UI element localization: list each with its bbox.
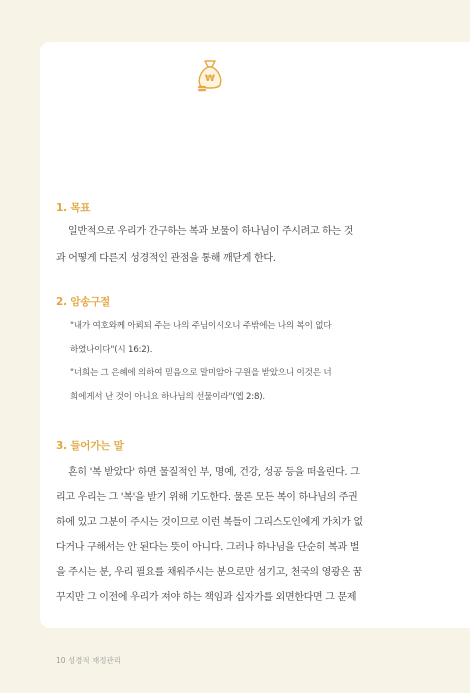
intro-line: 을 주시는 분, 우리 필요를 채워주시는 분으로만 섬기고, 천국의 영광은 꿈 [56, 567, 362, 578]
verse-line: "너희는 그 은혜에 의하여 믿음으로 말미암아 구원을 받았으니 이것은 너 [70, 368, 332, 378]
money-bag-won-icon [196, 58, 224, 92]
intro-line: 하에 있고 그분이 주시는 것이므로 이런 복들이 그리스도인에게 가치가 없 [56, 517, 363, 528]
section-heading-memorize: 2. 암송구절 [56, 296, 111, 308]
section-heading-intro: 3. 들어가는 말 [56, 440, 124, 452]
svg-text:₩: ₩ [205, 74, 215, 84]
section-heading-goal: 1. 목표 [56, 202, 91, 214]
intro-line: 흔히 '복 받았다' 하면 물질적인 부, 명예, 건강, 성공 등을 떠올린다. 그 [68, 467, 360, 478]
verse-line: 하였나이다"(시 16:2). [70, 345, 153, 355]
verse-line: "내가 여호와께 아뢰되 주는 나의 주님이시오니 주밖에는 나의 복이 없다 [70, 321, 332, 331]
goal-line: 일반적으로 우리가 간구하는 복과 보물이 하나님이 주시려고 하는 것 [68, 226, 354, 237]
intro-line: 꾸지만 그 이전에 우리가 져야 하는 책임과 십자가를 외면한다면 그 문제 [56, 592, 357, 603]
intro-line: 다거나 구해서는 안 된다는 뜻이 아니다. 그러나 하나님을 단순히 복과 벌 [56, 542, 360, 553]
goal-line: 과 어떻게 다른지 성경적인 관점을 통해 깨닫게 한다. [56, 253, 276, 264]
page-footer: 10 성경적 재정관리 [56, 656, 122, 665]
intro-line: 리고 우리는 그 '복'을 받기 위해 기도한다. 물론 모든 복이 하나님의 주권 [56, 492, 358, 503]
verse-line: 희에게서 난 것이 아니요 하나님의 선물이라"(엡 2:8). [70, 392, 265, 402]
